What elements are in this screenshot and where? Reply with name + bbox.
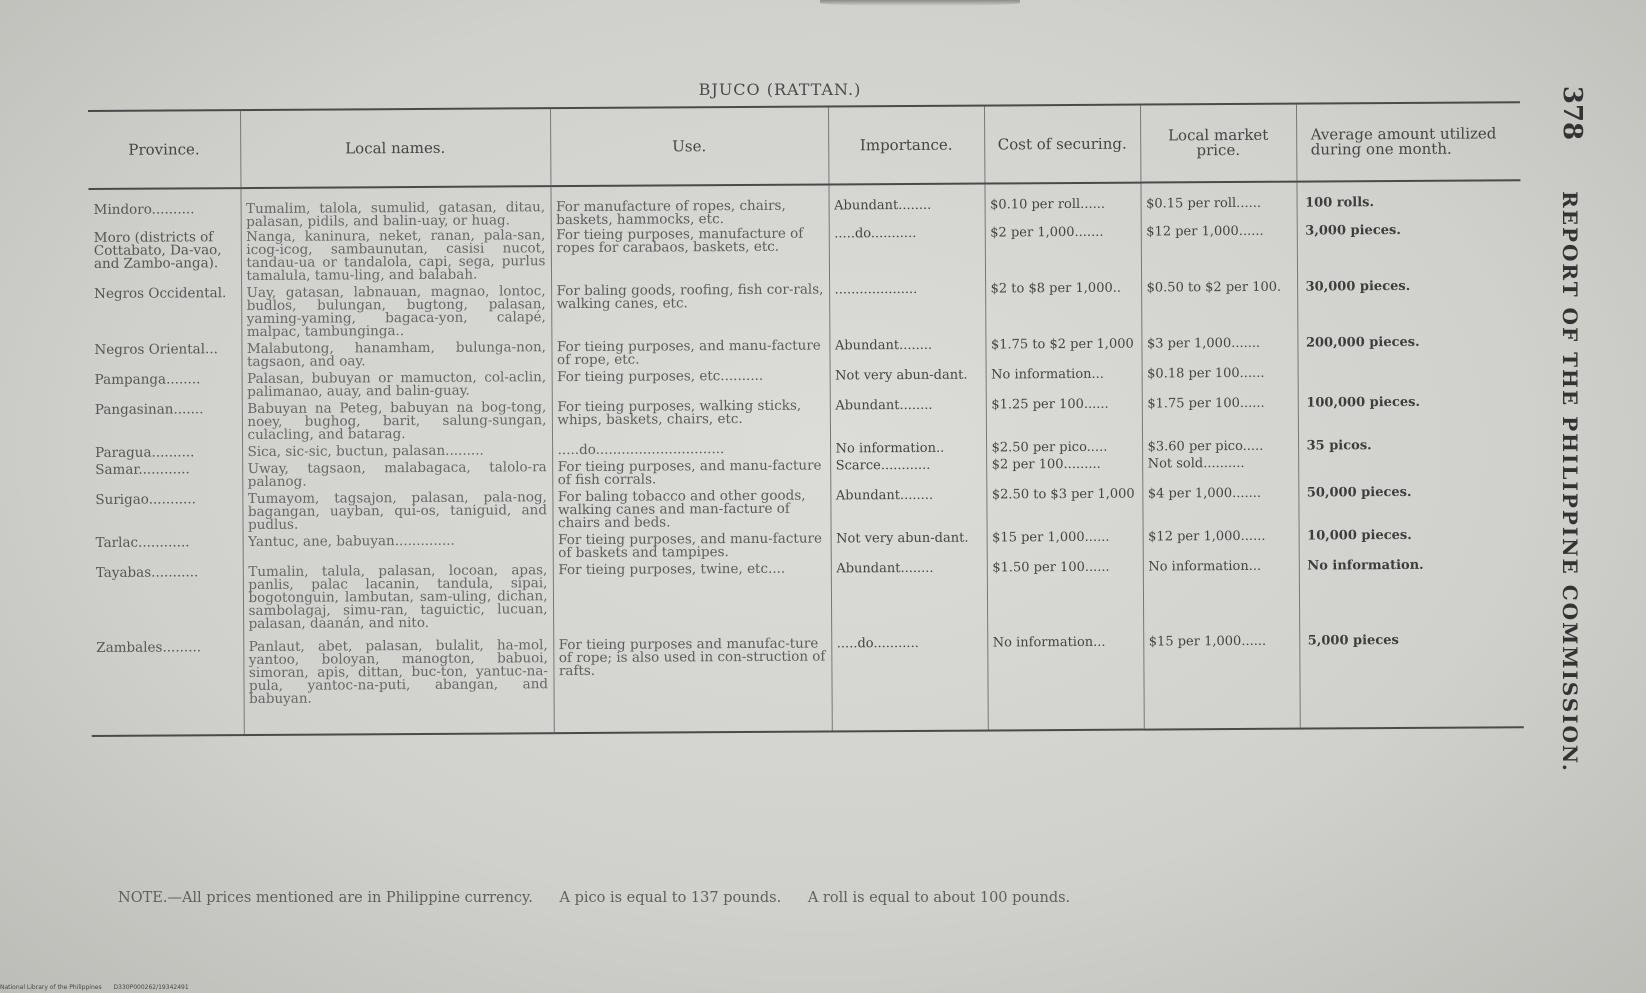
cell-importance: Abundant........ <box>830 397 986 441</box>
note-pico: A pico is equal to 137 pounds. <box>559 890 782 906</box>
cell-province: Moro (districts of Cottabato, Da-vao, and Zambo-anga). <box>93 229 222 272</box>
header-average: Average amount utilized during one month. <box>1296 103 1520 181</box>
cell-cost: $2 per 100......... <box>986 456 1142 487</box>
cell-local-names: Tumayom, tagsajon, palasan, pala-nog, bagangan, uayban, qui-os, taniguid, and pudlus. <box>242 489 552 534</box>
running-header: REPORT OF THE PHILIPPINE COMMISSION. <box>1558 191 1582 773</box>
cell-use: For baling goods, roofing, fish cor-rals, walking canes, etc. <box>551 281 829 339</box>
cell-market-price: $4 per 1,000....... <box>1142 485 1298 529</box>
cell-importance: .................... <box>829 281 985 338</box>
cell-cost: $2 to $8 per 1,000.. <box>985 280 1141 337</box>
cell-province: Pampanga........ <box>94 371 201 388</box>
cell-average: 100 rolls. <box>1296 180 1520 224</box>
header-cost: Cost of securing. <box>984 106 1140 184</box>
cell-province: Surigao........... <box>95 491 196 508</box>
cell-province: Paragua.......... <box>95 444 195 461</box>
header-province: Province. <box>88 111 240 189</box>
cell-province: Tayabas........... <box>95 564 199 581</box>
cell-cost: $1.25 per 100...... <box>986 396 1142 440</box>
cell-average: 200,000 pieces. <box>1297 333 1521 364</box>
cell-average: 35 picos. <box>1298 436 1522 454</box>
cell-average: 10,000 pieces. <box>1299 526 1523 557</box>
cell-province: Zambales......... <box>96 639 202 656</box>
footer-library: National Library of the Philippines <box>0 984 102 991</box>
cell-local-names: Nanga, kaninura, neket, ranan, pala-san, icog-icog, sambaunutan, casisi nucot, tandau-ua or tandalola, capi, sega, purlus tamalula, tamu-ling, and balabah. <box>241 229 551 285</box>
cell-importance: Abundant........ <box>829 337 985 368</box>
table-row <box>91 625 1524 735</box>
cell-cost: $2 per 1,000....... <box>985 226 1141 281</box>
table-row <box>89 277 1521 342</box>
cell-local-names: Tumalin, talula, palasan, locoan, apas, panlis, palac lacanin, tandula, sipai, bogotonguin, lambutan, sam-uling, dichan, sambolagaj, simu-ran, taguictic, lucuan, palasan, daanán, and nito. <box>243 562 553 633</box>
page-title: BJUCO (RATTAN.) <box>698 80 862 99</box>
cell-importance: Abundant........ <box>831 560 987 630</box>
cell-average <box>1298 363 1522 394</box>
cell-use: For tieing purposes, manufacture of ropes for carabaos, baskets, etc. <box>551 227 829 283</box>
cell-cost: $0.10 per roll...... <box>984 183 1140 227</box>
cell-importance: Abundant........ <box>828 184 984 228</box>
cell-importance: Scarce............ <box>830 457 986 488</box>
cell-average: 30,000 pieces. <box>1297 277 1521 334</box>
page-number: 378 <box>1557 85 1588 141</box>
cell-average: 50,000 pieces. <box>1298 483 1522 527</box>
cell-cost: No information... <box>986 366 1142 397</box>
cell-market-price: $3 per 1,000....... <box>1141 335 1297 366</box>
cell-use: For tieing purposes, and manu-facture of rope, etc. <box>551 337 829 369</box>
header-use: Use. <box>550 107 828 186</box>
cell-importance: No information.. <box>830 440 986 458</box>
cell-market-price: Not sold.......... <box>1142 455 1298 486</box>
header-local-names: Local names. <box>240 109 550 188</box>
cell-local-names: Palasan, bubuyan or mamucton, col-aclin, palimanao, auay, and balin-guay. <box>242 369 552 401</box>
cell-average: 5,000 pieces <box>1299 625 1524 727</box>
cell-cost: $1.75 to $2 per 1,000 <box>985 336 1141 367</box>
cell-local-names: Tumalim, talola, sumulid, gatasan, ditau, palasan, pidils, and balin-uay, or huag. <box>240 186 550 231</box>
cell-cost: $2.50 per pico..... <box>986 439 1142 457</box>
note-roll: A roll is equal to about 100 pounds. <box>807 890 1071 906</box>
header-importance: Importance. <box>828 107 984 185</box>
cell-local-names: Sica, sic-sic, buctun, palasan......... <box>242 442 552 461</box>
footer-code: D330P000262/19342491 <box>113 984 189 991</box>
header-market-price: Local market price. <box>1140 105 1296 183</box>
cell-market-price: $12 per 1,000...... <box>1141 225 1297 280</box>
cell-average: No information. <box>1299 556 1523 626</box>
page-fold-shadow <box>820 0 1020 6</box>
cell-local-names: Malabutong, hanamham, bulunga-non, tagsaon, and oay. <box>241 339 551 371</box>
cell-use: For tieing purposes, twine, etc.... <box>553 560 831 631</box>
cell-importance: Not very abun-dant. <box>831 530 987 561</box>
cell-cost: $15 per 1,000...... <box>987 529 1143 560</box>
cell-use: For tieing purposes, and manu-facture of baskets and tampipes. <box>553 530 831 562</box>
cell-province: Samar............ <box>95 461 190 478</box>
cell-importance: .....do........... <box>831 629 988 731</box>
cell-local-names: Uay, gatasan, labnauan, magnao, lontoc, budlos, bulungan, bugtong, palasan, yaming-yaming, bagaca-yon, calapé, malpac, tambunginga.. <box>241 283 551 341</box>
cell-local-names: Yantuc, ane, babuyan.............. <box>243 532 553 564</box>
cell-average <box>1298 453 1522 484</box>
cell-use: For baling tobacco and other goods, walking canes and man-facture of chairs and beds. <box>552 487 830 532</box>
cell-cost: $1.50 per 100...... <box>987 559 1143 629</box>
cell-average: 100,000 pieces. <box>1298 393 1522 437</box>
cell-use: For tieing purposes, and manu-facture of fish corrals. <box>552 457 830 489</box>
cell-cost: No information... <box>987 628 1144 730</box>
cell-local-names: Uway, tagsaon, malabagaca, talolo-ra palanog. <box>242 459 552 491</box>
cell-use: For tieing purposes and manufac-ture of rope; is also used in con-struction of rafts. <box>553 629 832 732</box>
cell-market-price: $3.60 per pico..... <box>1142 438 1298 456</box>
cell-average: 3,000 pieces. <box>1297 223 1521 278</box>
cell-market-price: $0.15 per roll...... <box>1140 182 1296 226</box>
cell-importance: .....do........... <box>829 227 985 282</box>
cell-importance: Abundant........ <box>830 487 986 531</box>
cell-market-price: No information... <box>1143 558 1299 628</box>
note-currency: NOTE.—All prices mentioned are in Philippine currency. <box>118 890 533 906</box>
cell-market-price: $15 per 1,000...... <box>1143 627 1300 729</box>
cell-use: For manufacture of ropes, chairs, baskets, hammocks, etc. <box>550 184 828 229</box>
footer-credit <box>0 984 199 991</box>
cell-province: Negros Occidental. <box>94 285 227 302</box>
cell-province: Pangasinan....... <box>94 401 204 418</box>
cell-province: Mindoro.......... <box>93 201 195 218</box>
cell-importance: Not very abun-dant. <box>830 367 986 398</box>
table-row <box>89 223 1521 286</box>
cell-cost: $2.50 to $3 per 1,000 <box>986 486 1142 530</box>
table-note <box>118 890 1070 906</box>
cell-market-price: $12 per 1,000...... <box>1143 528 1299 559</box>
cell-market-price: $1.75 per 100...... <box>1142 395 1298 439</box>
cell-market-price: $0.50 to $2 per 100. <box>1141 279 1297 336</box>
cell-use: For tieing purposes, walking sticks, whips, baskets, chairs, etc. <box>552 397 830 442</box>
table-row <box>91 556 1523 634</box>
cell-province: Tarlac............ <box>95 534 190 551</box>
cell-local-names: Panlaut, abet, palasan, bulalit, ha-mol, yantoo, boloyan, manogton, babuoi, simoran, apis, dittan, buc-ton, yantuc-na-pula, yantoc-na-puti, abangan, and babuyan. <box>243 631 554 734</box>
cell-market-price: $0.18 per 100...... <box>1142 365 1298 396</box>
rattan-table <box>88 101 1524 737</box>
table-header-row <box>88 103 1520 189</box>
cell-use: For tieing purposes, etc.......... <box>552 367 830 399</box>
cell-use: .....do.............................. <box>552 440 830 459</box>
cell-local-names: Babuyan na Peteg, babuyan na bog-tong, noey, bughog, barit, salung-sungan, culacling, and batarag. <box>242 399 552 444</box>
cell-province: Negros Oriental... <box>94 341 218 358</box>
